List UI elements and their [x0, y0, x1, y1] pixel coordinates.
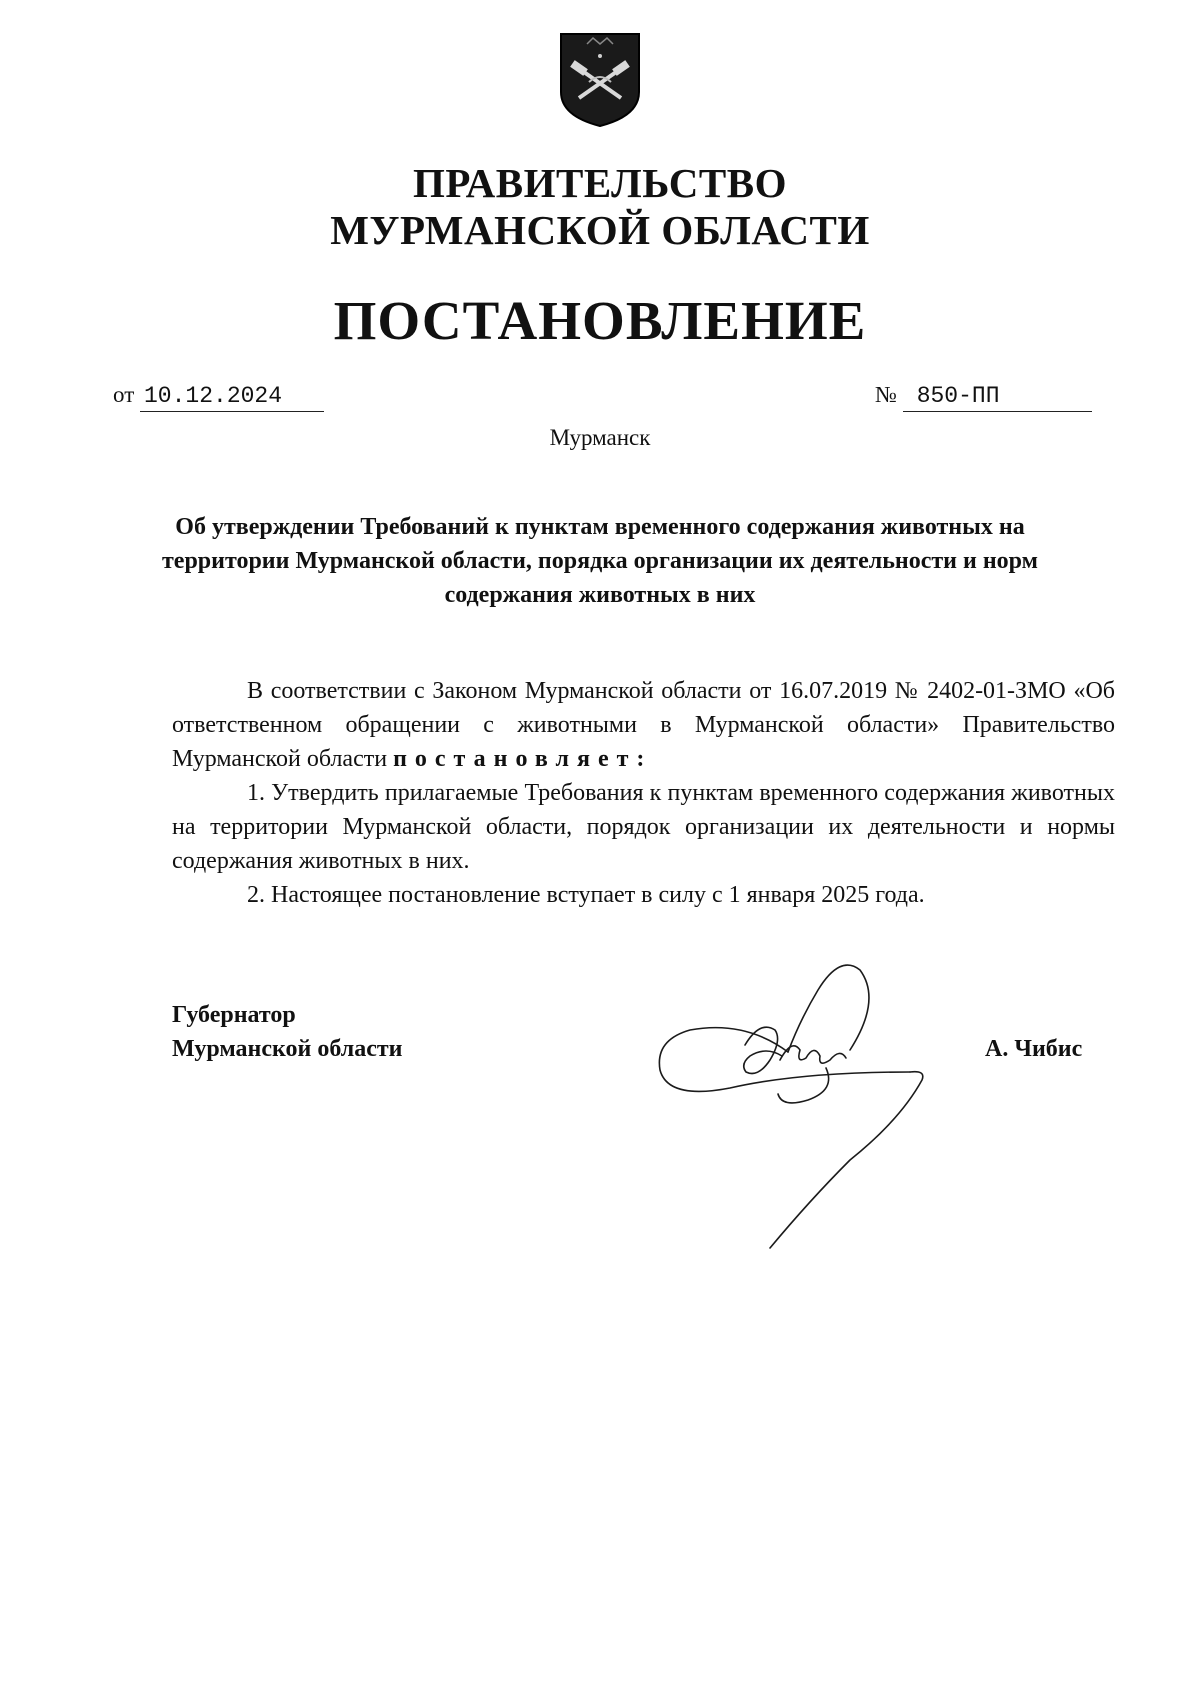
signatory-name: А. Чибис: [985, 1036, 1083, 1062]
coat-of-arms-icon: [557, 30, 643, 128]
signatory-position-line1: Губернатор: [172, 1002, 296, 1028]
body-paragraph-1-text: В соответствии с Законом Мурманской области от 16.07.2019 № 2402-01-ЗМО «Об ответственном обращении с животными в Мурманской области» Правительство Мурманской области: [172, 678, 1115, 772]
document-type-heading: ПОСТАНОВЛЕНИЕ: [333, 290, 867, 351]
document-body: [172, 674, 1115, 912]
city-name: Мурманск: [549, 425, 651, 450]
organization-title-line1: ПРАВИТЕЛЬСТВО: [412, 160, 788, 206]
organization-title-line2: МУРМАНСКОЙ ОБЛАСТИ: [330, 207, 870, 253]
body-paragraph-2: 1. Утвердить прилагаемые Требования к пунктам временного содержания животных на территории Мурманской области, порядок организации их деятельности и нормы содержания животных в них.: [172, 780, 1115, 874]
body-paragraph-3: 2. Настоящее постановление вступает в силу с 1 января 2025 года.: [247, 882, 925, 908]
number-prefix: №: [875, 382, 897, 407]
date-value: 10.12.2024: [140, 381, 324, 412]
number-field: [875, 380, 1092, 412]
resolution-keyword: постановляет:: [393, 746, 653, 772]
body-paragraph-1: [172, 674, 1115, 776]
date-field: [113, 380, 324, 412]
signatory-position-line2: Мурманской области: [172, 1036, 403, 1062]
date-prefix: от: [113, 382, 135, 407]
document-subject: Об утверждении Требований к пунктам временного содержания животных на территории Мурманской области, порядка организации их деятельности и норм содержания животных в них: [162, 514, 1038, 608]
handwritten-signature: [650, 960, 940, 1250]
signatory-position: [172, 998, 402, 1066]
number-value: 850-ПП: [903, 381, 1092, 412]
